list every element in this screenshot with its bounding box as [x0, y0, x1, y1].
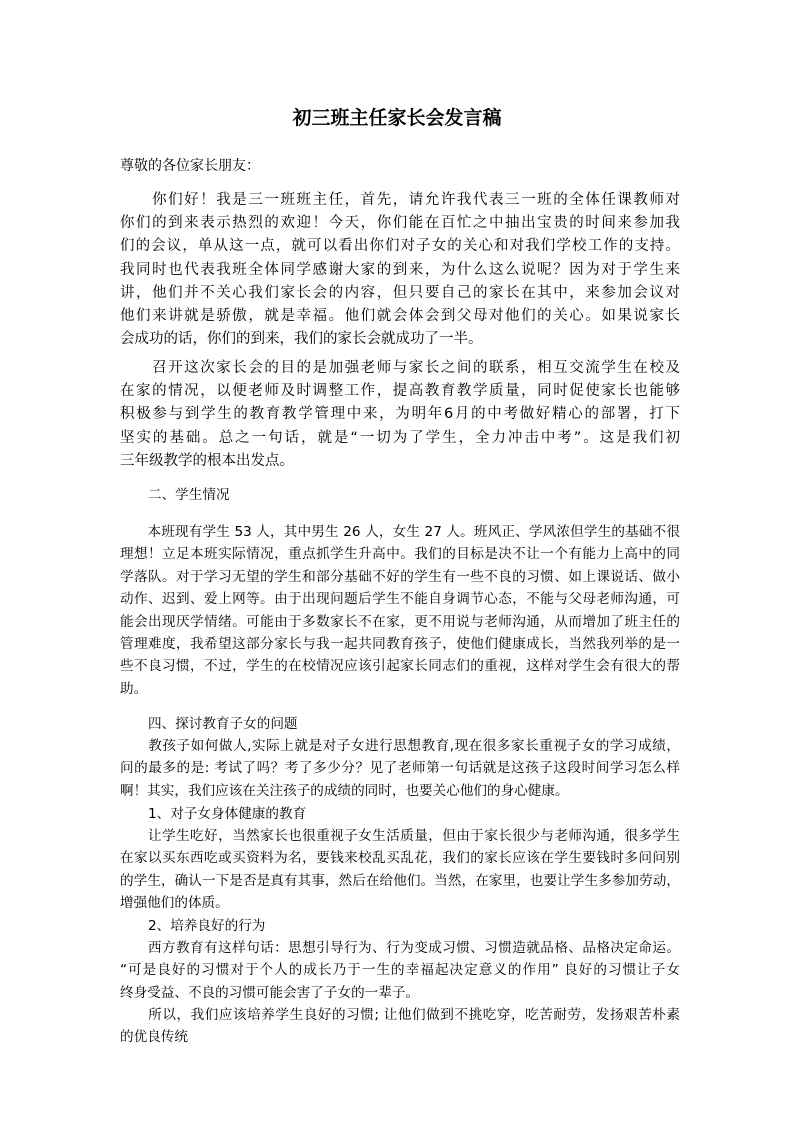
greeting: 尊敬的各位家长朋友：	[120, 158, 260, 174]
text-line: 们的会议，单从这一点，就可以看出你们对子女的关心和对我们学校工作的支持。	[120, 238, 680, 255]
paragraph-welcome	[120, 189, 680, 351]
text-line: 你们好！我是三一班班主任，首先，请允许我代表三一班的全体任课教师对	[120, 192, 680, 208]
text-line: 所以，我们应该培养学生良好的习惯; 让他们做到不挑吃穿，吃苦耐劳，发扬艰苦朴素	[120, 1007, 680, 1023]
paragraph-good-behavior	[120, 937, 680, 1004]
text-line: 增强他们的体质。	[120, 895, 229, 912]
document-title: 初三班主任家长会发言稿	[292, 107, 502, 129]
text-line: 的学生，确认一下是否是真有其事，然后在给他们。当然，在家里，也要让学生多参加劳动，	[120, 872, 680, 889]
text-line: 能会出现厌学情绪。可能由于多数家长不在家，更不用说与老师沟通，从而增加了班主任的	[120, 613, 680, 630]
subheading-physical-health: 1、对子女身体健康的教育	[148, 806, 307, 822]
text-line: 教孩子如何做人,实际上就是对子女进行思想教育,现在很多家长重视子女的学习成绩，	[120, 738, 680, 754]
text-line: 召开这次家长会的目的是加强老师与家长之间的联系，相互交流学生在校及	[120, 360, 680, 376]
text-line: 在家的情况，以便老师及时调整工作，提高教育教学质量，同时促使家长也能够	[120, 383, 680, 400]
text-line: 积极参与到学生的教育教学管理中来，为明年6月的中考做好精心的部署，打下	[120, 406, 680, 423]
text-line: 你们的到来表示热烈的欢迎！今天，你们能在百忙之中抽出宝贵的时间来参加我	[120, 215, 680, 232]
subheading-good-behavior: 2、培养良好的行为	[148, 918, 266, 934]
text-line: 我同时也代表我班全体同学感谢大家的到来，为什么这么说呢？因为对于学生来	[120, 261, 680, 278]
text-line: 西方教育有这样句话：思想引导行为、行为变成习惯、习惯造就品格、品格决定命运。	[120, 940, 680, 956]
paragraph-student-situation	[120, 521, 680, 700]
text-line: 会成功的话，你们的到来，我们的家长会就成功了一半。	[120, 331, 483, 348]
text-line: 在家以买东西吃或买资料为名，要钱来校乱买乱花，我们的家长应该在学生要钱时多问问别	[120, 850, 680, 867]
text-line: 的优良传统	[120, 1029, 188, 1046]
text-line: “可是良好的习惯对于个人的成长乃于一生的幸福起决定意义的作用” 良好的习惯让子女	[120, 962, 680, 979]
text-line: 本班现有学生 53 人，其中男生 26 人，女生 27 人。班风正、学风浓但学生的基础不很	[120, 524, 680, 540]
paragraph-physical-health	[120, 825, 680, 915]
text-line: 三年级教学的根本出发点。	[120, 452, 294, 469]
text-line: 些不良习惯，不过，学生的在校情况应该引起家长同志们的重视，这样对学生会有很大的帮	[120, 658, 680, 675]
text-line: 助。	[120, 680, 148, 697]
text-line: 让学生吃好，当然家长也很重视子女生活质量，但由于家长很少与老师沟通，很多学生	[120, 828, 680, 844]
text-line: 学落队。对于学习无望的学生和部分基础不好的学生有一些不良的习惯、如上课说话、做小	[120, 568, 680, 585]
text-line: 讲，他们并不关心我们家长会的内容，但只要自己的家长在其中，来参加会议对	[120, 284, 680, 301]
paragraph-education	[120, 735, 680, 802]
text-line: 动作、迟到、爱上网等。由于出现问题后学生不能自身调节心态，不能与父母老师沟通，可	[120, 591, 680, 608]
text-line: 坚实的基础。总之一句话，就是“一切为了学生，全力冲击中考”。这是我们初	[120, 429, 680, 446]
text-line: 理想！立足本班实际情况，重点抓学生升高中。我们的目标是决不让一个有能力上高中的同	[120, 546, 680, 563]
text-line: 终身受益、不良的习惯可能会害了子女的一辈子。	[120, 984, 420, 1001]
section-heading-student-situation: 二、学生情况	[148, 487, 230, 503]
text-line: 管理难度，我希望这部分家长与我一起共同教育孩子，使他们健康成长，当然我列举的是一	[120, 636, 680, 653]
paragraph-conclusion	[120, 1004, 680, 1049]
text-line: 问的最多的是: 考试了吗？考了多少分？见了老师第一句话就是这孩子这段时间学习怎么样	[120, 760, 680, 777]
text-line: 啊！其实，我们应该在关注孩子的成绩的同时，也要关心他们的身心健康。	[120, 782, 569, 799]
paragraph-purpose	[120, 357, 680, 473]
section-heading-education: 四、探讨教育子女的问题	[148, 716, 298, 732]
text-line: 他们来讲就是骄傲，就是幸福。他们就会体会到父母对他们的关心。如果说家长	[120, 308, 680, 325]
